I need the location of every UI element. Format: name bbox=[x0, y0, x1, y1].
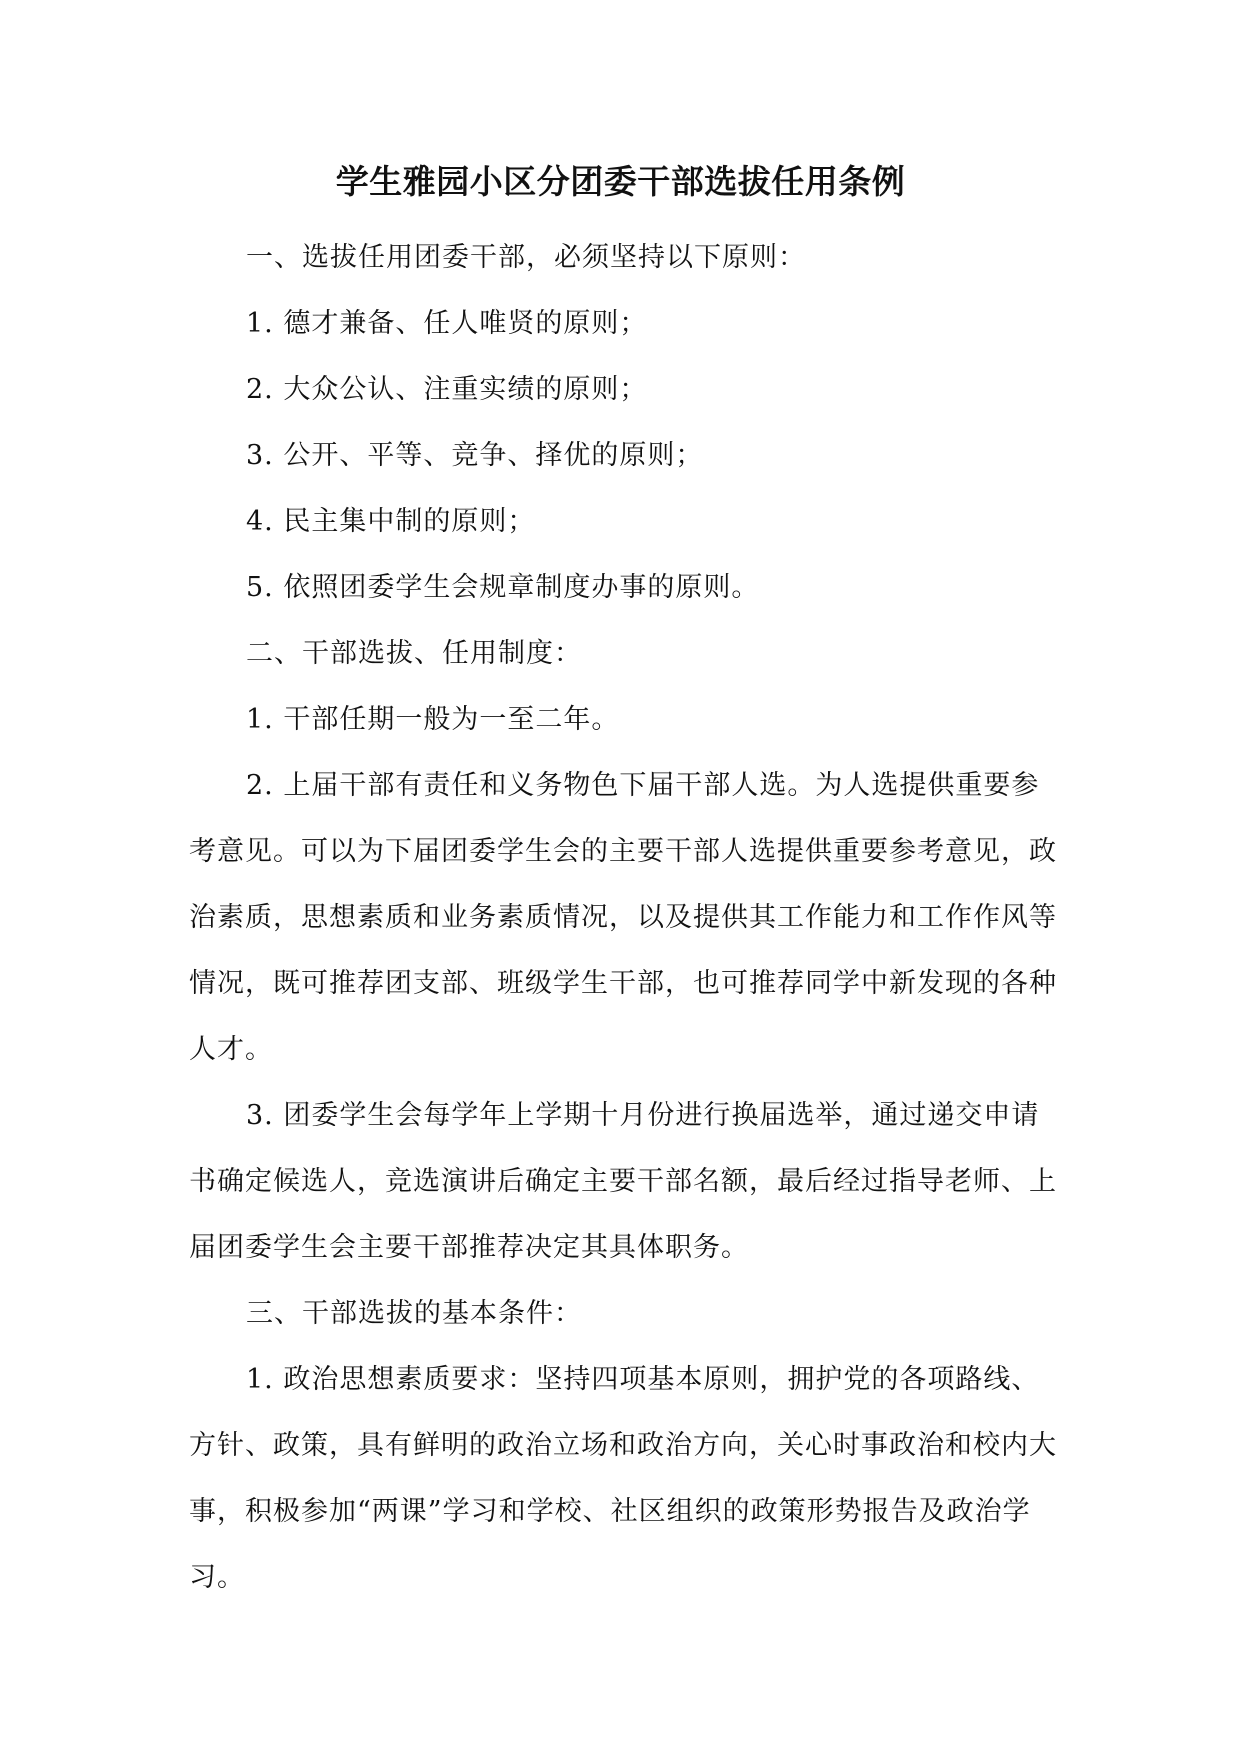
principle-2: 2. 大众公认、注重实绩的原则； bbox=[246, 374, 648, 405]
section-3-heading: 三、干部选拔的基本条件： bbox=[246, 1298, 582, 1329]
section-1-heading: 一、选拔任用团委干部，必须坚持以下原则： bbox=[246, 242, 806, 273]
principle-3: 3. 公开、平等、竞争、择优的原则； bbox=[246, 440, 704, 471]
principle-5: 5. 依照团委学生会规章制度办事的原则。 bbox=[246, 572, 760, 603]
document-body bbox=[189, 225, 1059, 1611]
condition-item-1: 1. 政治思想素质要求：坚持四项基本原则，拥护党的各项路线、方针、政策，具有鲜明的政治立场和政治方向，关心时事政治和校内大事，积极参加“两课”学习和学校、社区组织的政策形势报告及政治学习。 bbox=[189, 1364, 1057, 1593]
document-title: 学生雅园小区分团委干部选拔任用条例 bbox=[335, 162, 906, 201]
principle-1: 1. 德才兼备、任人唯贤的原则； bbox=[246, 308, 648, 339]
system-item-1: 1. 干部任期一般为一至二年。 bbox=[246, 704, 620, 735]
system-item-2: 2. 上届干部有责任和义务物色下届干部人选。为人选提供重要参考意见。可以为下届团委学生会的主要干部人选提供重要参考意见，政治素质，思想素质和业务素质情况，以及提供其工作能力和工作作风等情况，既可推荐团支部、班级学生干部，也可推荐同学中新发现的各种人才。 bbox=[189, 770, 1057, 1065]
section-2-heading: 二、干部选拔、任用制度： bbox=[246, 638, 582, 669]
system-item-3: 3. 团委学生会每学年上学期十月份进行换届选举，通过递交申请书确定候选人，竞选演讲后确定主要干部名额，最后经过指导老师、上届团委学生会主要干部推荐决定其具体职务。 bbox=[189, 1100, 1057, 1263]
principle-4: 4. 民主集中制的原则； bbox=[246, 506, 536, 537]
